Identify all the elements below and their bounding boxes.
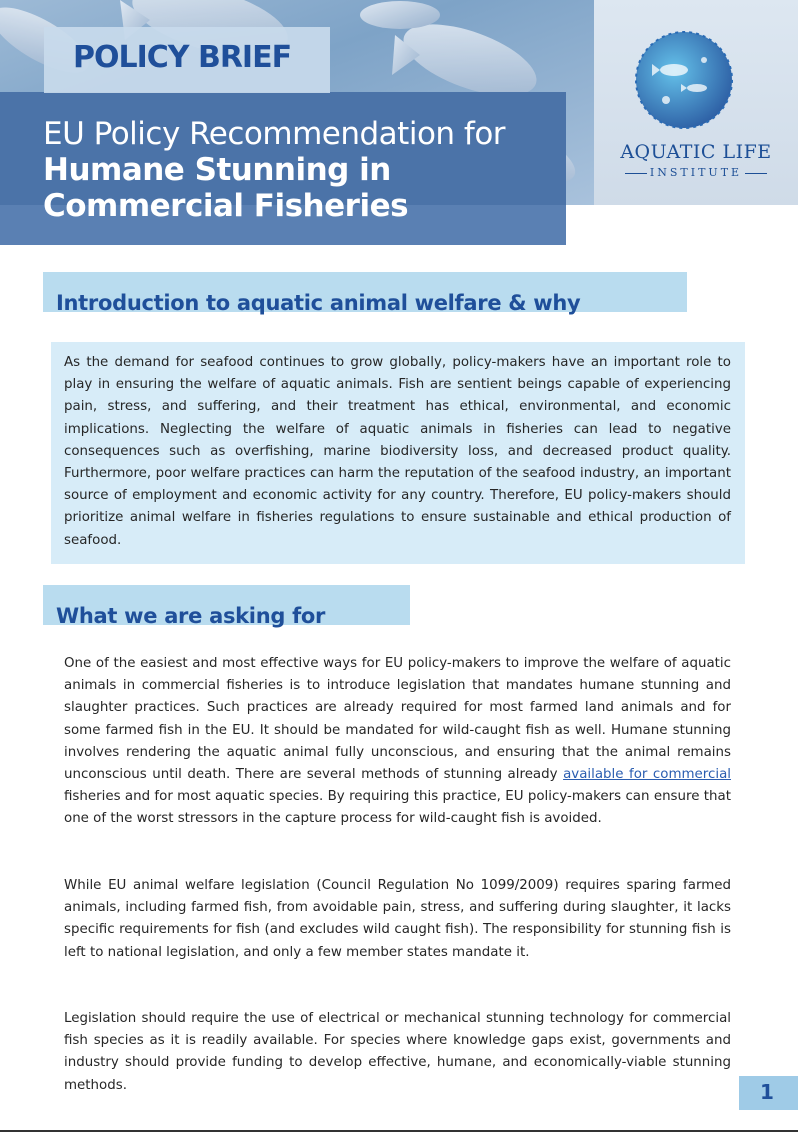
section-heading-intro: Introduction to aquatic animal welfare & why xyxy=(56,291,581,315)
asking-paragraph-2: While EU animal welfare legislation (Council Regulation No 1099/2009) requires sparing farmed animals, including farmed fish, from avoidable pain, stress, and suffering during slaughter, it lacks specific requirements for fish (and excludes wild caught fish). The responsibility for stunning fish is left to national legislation, and only a few member states mandate it. xyxy=(64,878,731,960)
page-title: EU Policy Recommendation for Humane Stunning in Commercial Fisheries xyxy=(43,116,506,224)
globe-sea-life-icon xyxy=(594,0,798,140)
page-number: 1 xyxy=(760,1080,774,1104)
policy-brief-label: POLICY BRIEF xyxy=(73,40,292,75)
asking-paragraph-1: One of the easiest and most effective ways for EU policy-makers to improve the welfare of aquatic animals in commercial fisheries is to introduce legislation that mandates humane stunning and slaughter practices. Such practices are already required for most farmed land animals and for some farmed fish in the EU. It should be mandated for wild-caught fish as well. Humane stunning involves rendering the aquatic animal fully unconscious, and ensuring that the animal remains unconscious until death. There are several methods of stunning already available for commercial fisheries and for most aquatic species. By requiring this practice, EU policy-makers can ensure that one of the worst stressors in the capture process for wild-caught fish is avoided. xyxy=(64,656,731,827)
logo-name: AQUATIC LIFE xyxy=(620,141,772,163)
asking-paragraph-3: Legislation should require the use of electrical or mechanical stunning technology for commercial fish species as it is readily available. For species where knowledge gaps exist, governments and industry should provide funding to develop effective, humane, and economically-viable stunning methods. xyxy=(64,1011,731,1093)
available-for-commercial-link[interactable]: available for commercial xyxy=(563,767,731,783)
logo-subtitle: INSTITUTE xyxy=(594,166,798,179)
section-heading-asking: What we are asking for xyxy=(56,604,326,628)
intro-paragraph: As the demand for seafood continues to grow globally, policy-makers have an important role to play in ensuring the welfare of aquatic animals. Fish are sentient beings capable of experiencing pain, stress, and suffering, and their treatment has ethical, environmental, and economic implications. Neglecting the welfare of aquatic animals in fisheries can lead to negative consequences such as overfishing, marine biodiversity loss, and decreased product quality. Furthermore, poor welfare practices can harm the reputation of the seafood industry, an important source of employment and economic activity for any country. Therefore, EU policy-makers should prioritize animal welfare in fisheries regulations to ensure sustainable and ethical production of seafood. xyxy=(64,355,731,548)
